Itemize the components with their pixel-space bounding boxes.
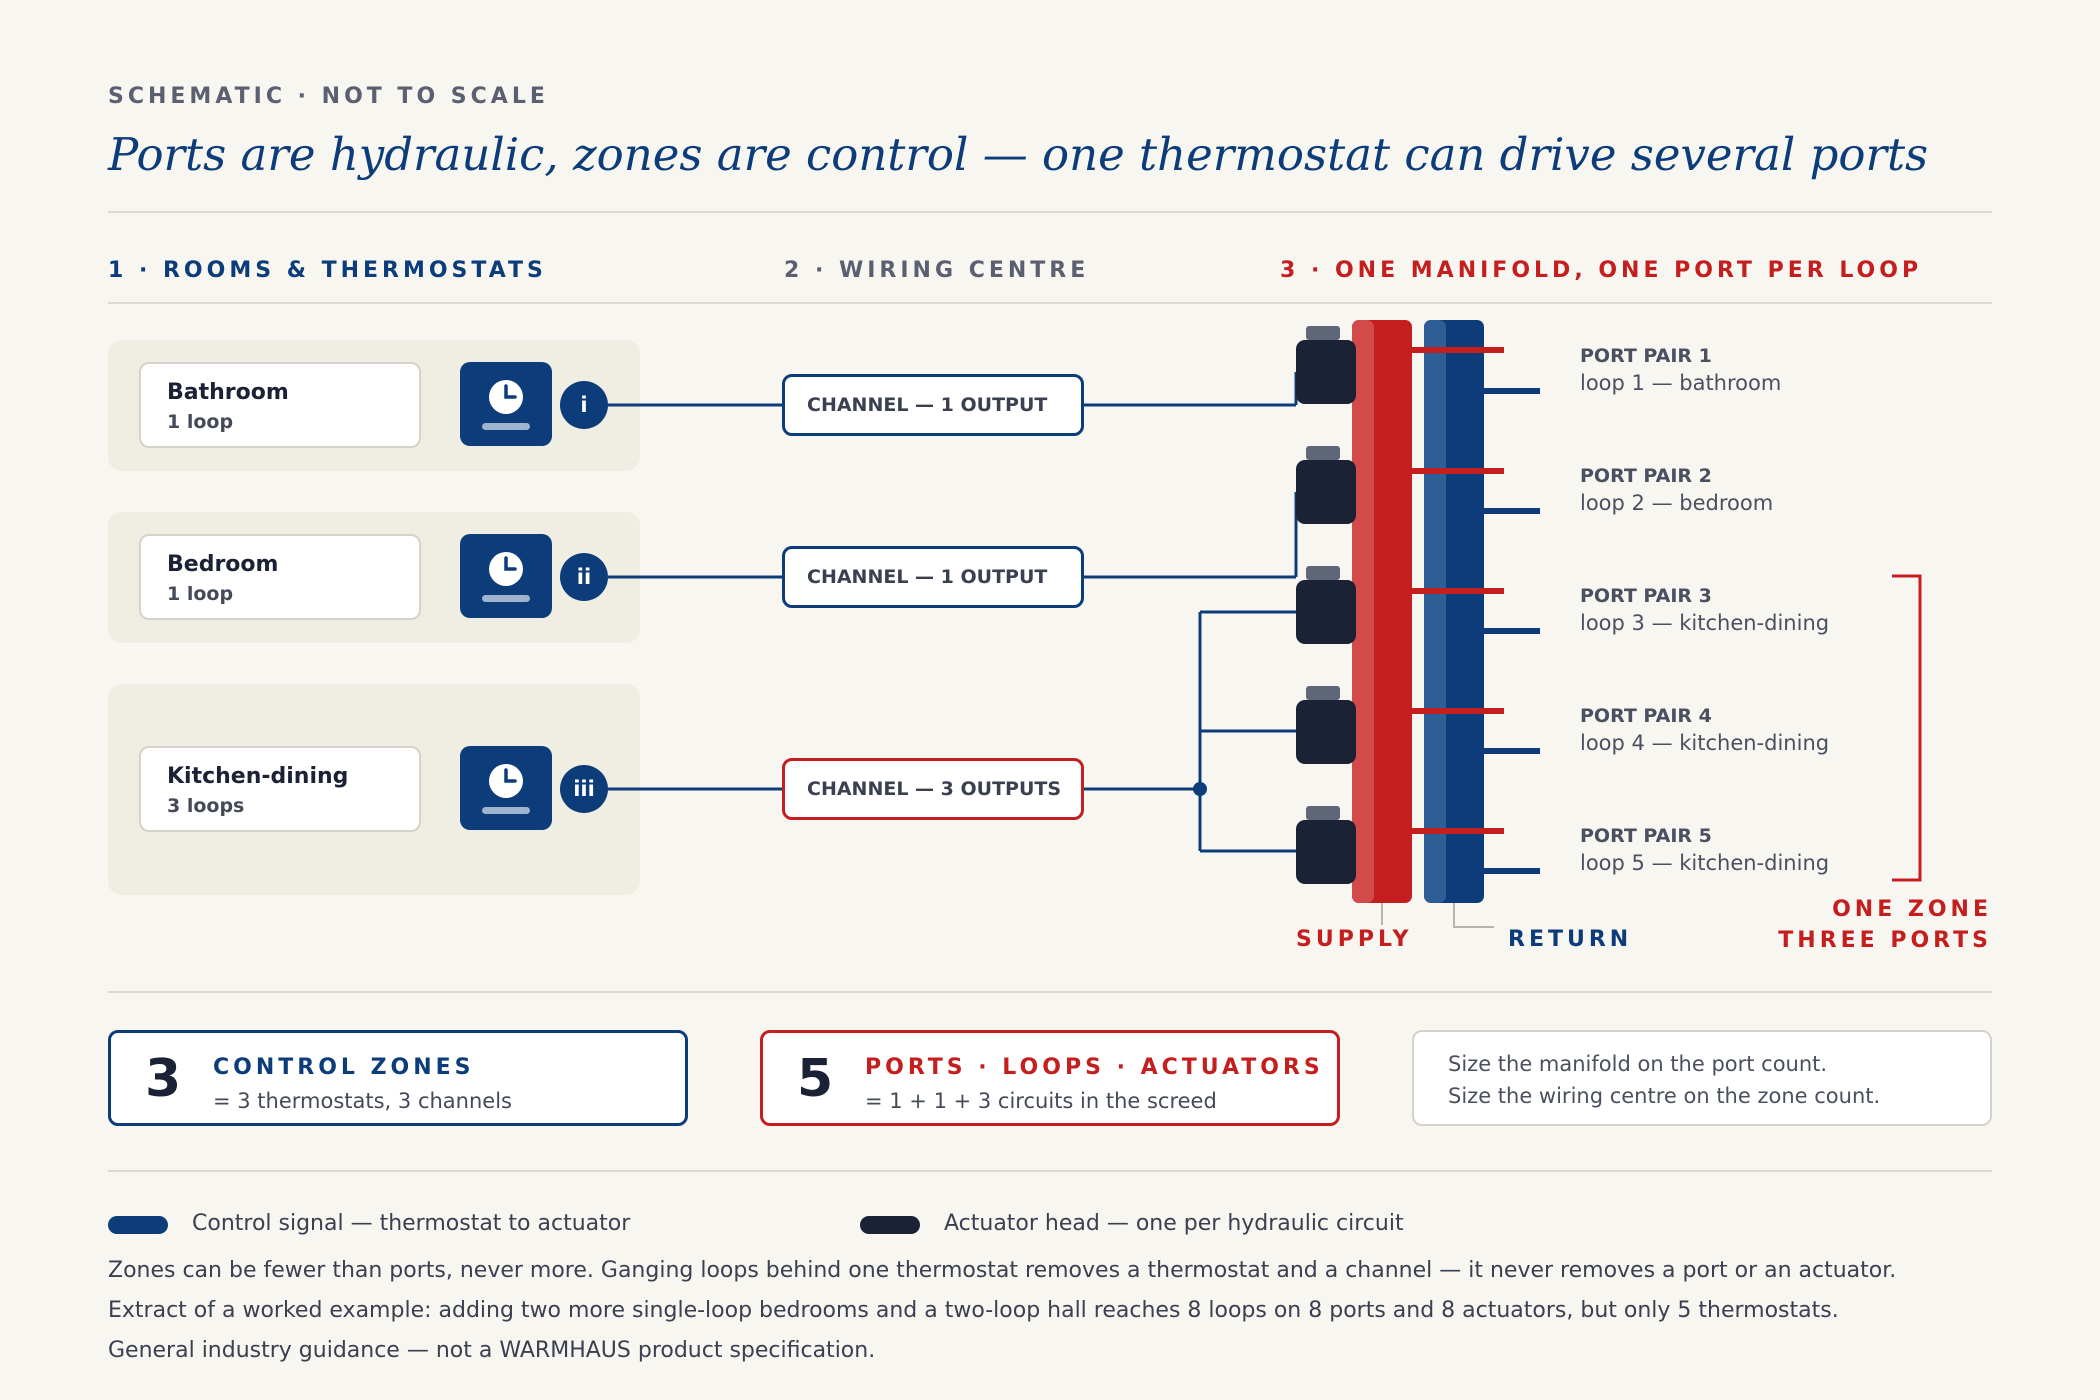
divider [108,991,1992,993]
column-heading-manifold: 3 · ONE MANIFOLD, ONE PORT PER LOOP [1280,258,1923,283]
zone-bracket-line2: THREE PORTS [1778,928,1992,953]
room-name: Bathroom [167,380,289,405]
thermostat-number: iii [560,765,608,813]
note-line: Size the manifold on the port count. [1448,1052,1828,1076]
legend-label: Control signal — thermostat to actuator [192,1211,631,1236]
channel-box: CHANNEL — 3 OUTPUTS [782,758,1084,820]
port-loop: loop 1 — bathroom [1580,371,1782,395]
port-loop: loop 4 — kitchen-dining [1580,731,1830,755]
room-loops: 1 loop [167,411,234,433]
return-label: RETURN [1508,927,1633,952]
column-heading-wiring: 2 · WIRING CENTRE [784,258,1090,283]
port-title: PORT PAIR 1 [1580,345,1712,367]
footer-line: General industry guidance — not a WARMHAUS product specification. [108,1338,876,1363]
stat-subtext: = 3 thermostats, 3 channels [213,1089,512,1113]
supply-label: SUPPLY [1296,927,1413,952]
port-label [1580,465,1773,515]
note-line: Size the wiring centre on the zone count. [1448,1084,1881,1108]
footer-line: Extract of a worked example: adding two more single-loop bedrooms and a two-loop hall reaches 8 loops on 8 ports and 8 actuators, but only 5 thermostats. [108,1298,1839,1323]
room-name: Bedroom [167,552,279,577]
legend-label: Actuator head — one per hydraulic circuit [944,1211,1404,1236]
actuator-heads [1296,326,1356,884]
port-label [1580,585,1829,635]
stat-heading: CONTROL ZONES [213,1055,475,1080]
eyebrow: SCHEMATIC · NOT TO SCALE [108,84,549,109]
thermostat-number: ii [560,553,608,601]
port-loop: loop 5 — kitchen-dining [1580,851,1830,875]
port-title: PORT PAIR 2 [1580,465,1712,487]
zone-bracket-label [1778,897,1992,953]
page-title: Ports are hydraulic, zones are control — one thermostat can drive several ports [108,128,1929,181]
zone-bracket-line1: ONE ZONE [1832,897,1992,922]
divider [108,1170,1992,1172]
footer-line: Zones can be fewer than ports, never more. Ganging loops behind one thermostat removes a thermostat and a channel — it never removes a port or an actuator. [108,1258,1897,1283]
stat-ports [760,1030,1340,1126]
channel-box: CHANNEL — 1 OUTPUT [782,374,1084,436]
column-heading-rooms: 1 · ROOMS & THERMOSTATS [108,258,547,283]
stat-number: 5 [797,1049,834,1109]
port-label [1580,345,1781,395]
room-name: Kitchen-dining [167,764,349,789]
room-loops: 1 loop [167,583,234,605]
thermostat-number: i [560,381,608,429]
port-title: PORT PAIR 4 [1580,705,1712,727]
stat-subtext: = 1 + 1 + 3 circuits in the screed [865,1089,1217,1113]
port-label [1580,825,1829,875]
stat-control-zones [108,1030,688,1126]
actuator-swatch [860,1216,920,1234]
channel-box: CHANNEL — 1 OUTPUT [782,546,1084,608]
port-loop: loop 3 — kitchen-dining [1580,611,1830,635]
port-label [1580,705,1829,755]
sizing-note [1412,1030,1992,1126]
room-loops: 3 loops [167,795,245,817]
port-title: PORT PAIR 5 [1580,825,1712,847]
control-signal-swatch [108,1216,168,1234]
junction-dot [1193,782,1207,796]
stat-number: 3 [145,1049,182,1109]
zone-bracket [1892,576,1920,880]
port-title: PORT PAIR 3 [1580,585,1712,607]
port-loop: loop 2 — bedroom [1580,491,1774,515]
stat-heading: PORTS · LOOPS · ACTUATORS [865,1055,1324,1080]
